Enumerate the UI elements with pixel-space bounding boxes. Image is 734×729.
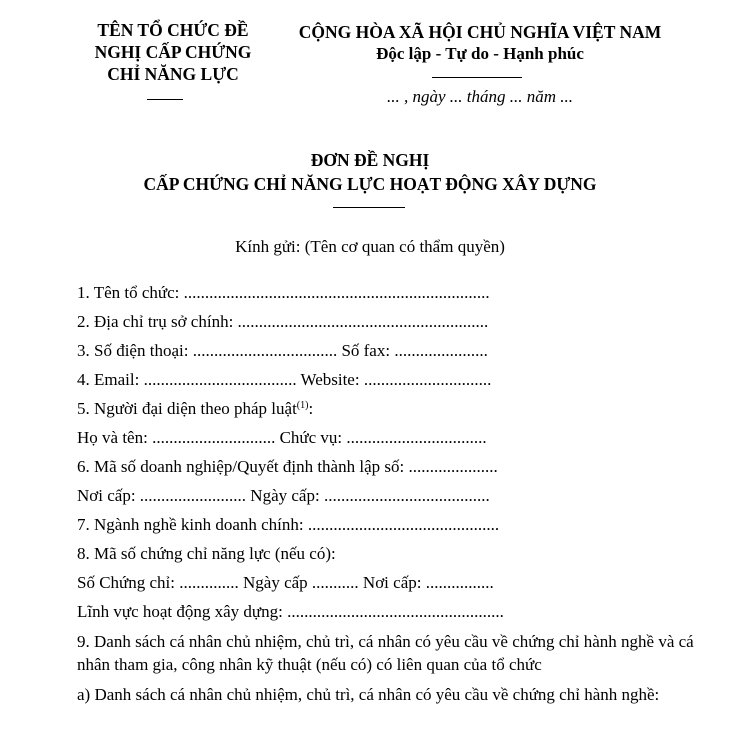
document-title <box>60 148 680 196</box>
org-header-line-3: CHỈ NĂNG LỰC <box>107 64 239 84</box>
title-line-2: CẤP CHỨNG CHỈ NĂNG LỰC HOẠT ĐỘNG XÂY DỰNG <box>143 174 597 194</box>
org-header-line-1: TÊN TỔ CHỨC ĐỀ <box>97 20 249 40</box>
field-issue-place-date: Nơi cấp: ......................... Ngày cấp: ....................................... <box>77 486 490 505</box>
national-motto: Độc lập - Tự do - Hạnh phúc <box>376 44 584 63</box>
organization-name-header <box>60 19 286 85</box>
field-legal-representative <box>77 398 313 420</box>
legal-rep-colon: : <box>308 399 314 418</box>
field-capability-cert-code: 8. Mã số chứng chỉ năng lực (nếu có): <box>77 544 336 563</box>
right-header-divider <box>432 77 522 78</box>
field-main-business: 7. Ngành nghề kinh doanh chính: ............................................. <box>77 515 500 534</box>
field-head-office-address: 2. Địa chỉ trụ sở chính: ........................................................... <box>77 312 489 331</box>
field-construction-field: Lĩnh vực hoạt động xây dựng: ................................................... <box>77 602 504 621</box>
field-organization-name: 1. Tên tổ chức: ........................................................................ <box>77 283 490 302</box>
recipient-line: Kính gửi: (Tên cơ quan có thẩm quyền) <box>235 237 505 256</box>
section-9a-personnel-list: a) Danh sách cá nhân chủ nhiệm, chủ trì, cá nhân có yêu cầu về chứng chỉ hành nghề: <box>77 685 660 704</box>
title-line-1: ĐƠN ĐỀ NGHỊ <box>310 150 430 170</box>
field-business-code: 6. Mã số doanh nghiệp/Quyết định thành lập số: ..................... <box>77 457 498 476</box>
date-line: ... , ngày ... tháng ... năm ... <box>386 87 574 106</box>
field-cert-number-date-place: Số Chứng chỉ: .............. Ngày cấp ........... Nơi cấp: ................ <box>77 573 494 592</box>
legal-rep-label: 5. Người đại diện theo pháp luật <box>77 399 297 418</box>
national-header <box>270 21 690 65</box>
section-9-personnel-list: 9. Danh sách cá nhân chủ nhiệm, chủ trì, cá nhân có yêu cầu về chứng chỉ hành nghề và cá nhân tham gia, công nhân kỹ thuật (nếu có) có liên quan của tổ chức <box>77 632 694 674</box>
field-email-website: 4. Email: .................................... Website: .............................. <box>77 370 492 389</box>
field-phone-fax: 3. Số điện thoại: .................................. Số fax: ...................... <box>77 341 488 360</box>
title-divider <box>333 207 405 208</box>
org-header-line-2: NGHỊ CẤP CHỨNG <box>94 42 252 62</box>
field-name-position: Họ và tên: ............................. Chức vụ: ................................. <box>77 428 487 447</box>
left-header-divider <box>147 99 183 100</box>
nation-name: CỘNG HÒA XÃ HỘI CHỦ NGHĨA VIỆT NAM <box>298 22 662 42</box>
footnote-marker: (1) <box>296 400 309 411</box>
